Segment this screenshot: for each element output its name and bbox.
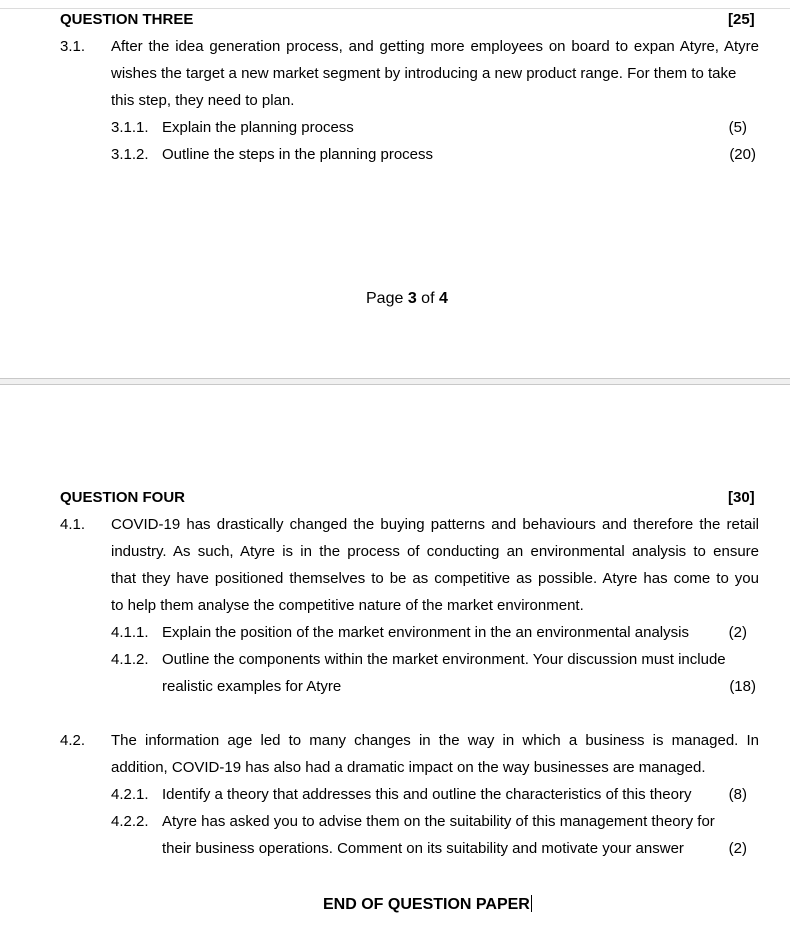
q422-text-line-2: their business operations. Comment on its suitability and motivate your answer — [162, 840, 684, 857]
question-three-heading: QUESTION THREE — [60, 11, 194, 28]
q421-text: Identify a theory that addresses this and outline the characteristics of this theory — [162, 786, 692, 803]
q31-number: 3.1. — [60, 38, 86, 55]
q41-line-4: to help them analyse the competitive nature of the market environment. — [111, 597, 584, 614]
q412-marks: (18) — [729, 678, 756, 695]
q41-line-3: that they have positioned themselves to be as competitive as possible. Atyre has come to you — [111, 570, 759, 587]
q312-marks: (20) — [729, 146, 756, 163]
q422-text-line-1: Atyre has asked you to advise them on the suitability of this management theory for — [162, 813, 715, 830]
q311-number: 3.1.1. — [111, 119, 149, 136]
q422-marks: (2) — [728, 840, 747, 857]
q411-number: 4.1.1. — [111, 624, 149, 641]
q421-marks: (8) — [728, 786, 747, 803]
q31-line-2: wishes the target a new market segment by introducing a new product range. For them to take — [111, 65, 737, 82]
q42-line-1: The information age led to many changes in the way in which a business is managed. In — [111, 732, 759, 749]
page-prefix: Page — [366, 290, 408, 307]
q311-marks: (5) — [728, 119, 747, 136]
page-current: 3 — [407, 290, 417, 307]
q421-number: 4.2.1. — [111, 786, 149, 803]
q411-text: Explain the position of the market environment in the an environmental analysis — [162, 624, 689, 641]
text-cursor — [531, 895, 532, 912]
q412-text-line-1: Outline the components within the market environment. Your discussion must include — [162, 651, 726, 668]
q42-number: 4.2. — [60, 732, 86, 749]
question-four-marks: [30] — [728, 489, 755, 506]
q312-text: Outline the steps in the planning process — [162, 146, 434, 163]
q422-number: 4.2.2. — [111, 813, 149, 830]
q42-line-2: addition, COVID-19 has also had a dramatic impact on the way businesses are managed. — [111, 759, 706, 776]
q312-number: 3.1.2. — [111, 146, 149, 163]
q412-number: 4.1.2. — [111, 651, 149, 668]
q41-line-1: COVID-19 has drastically changed the buying patterns and behaviours and therefore the retail — [111, 516, 759, 533]
q31-line-1: After the idea generation process, and getting more employees on board to expan Atyre, Atyre — [111, 38, 759, 55]
page-of: of — [416, 290, 439, 307]
q412-text-line-2: realistic examples for Atyre — [162, 678, 342, 695]
q41-line-2: industry. As such, Atyre is in the process of conducting an environmental analysis to ensure — [111, 543, 759, 560]
page-total: 4 — [438, 290, 448, 307]
question-three-marks: [25] — [728, 11, 755, 28]
q411-marks: (2) — [728, 624, 747, 641]
page-break-bottom — [0, 384, 790, 385]
end-of-paper — [323, 895, 532, 914]
question-four-heading: QUESTION FOUR — [60, 489, 186, 506]
q31-line-3: this step, they need to plan. — [111, 92, 295, 109]
q41-number: 4.1. — [60, 516, 86, 533]
end-of-paper-text: END OF QUESTION PAPER — [323, 896, 530, 913]
page-top-divider — [0, 8, 790, 9]
page-number — [366, 290, 448, 308]
q311-text: Explain the planning process — [162, 119, 354, 136]
